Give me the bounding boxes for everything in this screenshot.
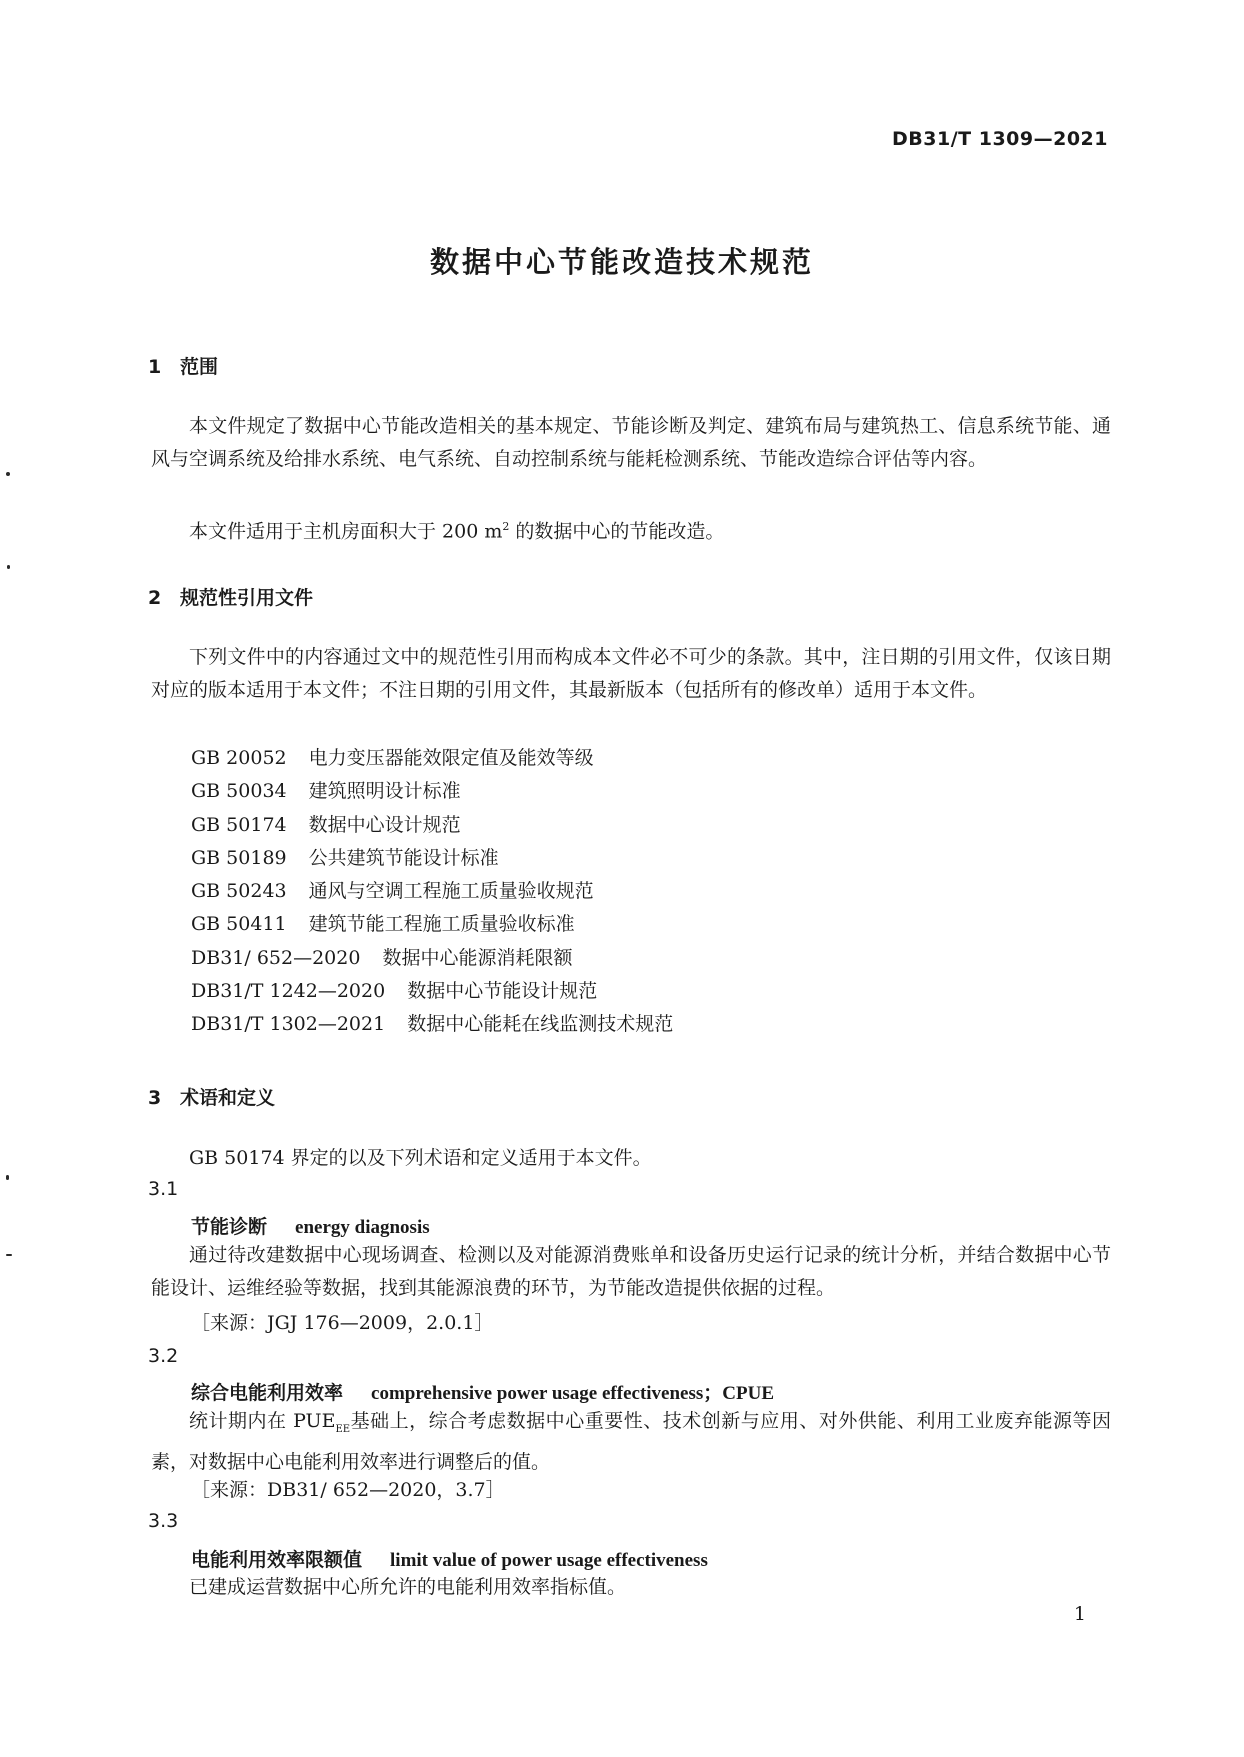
scan-artifact bbox=[6, 1254, 12, 1256]
reference-item bbox=[191, 775, 673, 808]
term-english: limit value of power usage effectiveness bbox=[390, 1550, 708, 1571]
reference-item bbox=[191, 809, 673, 842]
term-english: comprehensive power usage effectiveness；CPUE bbox=[371, 1383, 774, 1404]
reference-item bbox=[191, 942, 673, 975]
reference-title: 公共建筑节能设计标准 bbox=[308, 846, 499, 869]
term-source: ［来源：JGJ 176—2009，2.0.1］ bbox=[191, 1312, 494, 1334]
reference-title: 建筑节能工程施工质量验收标准 bbox=[308, 913, 575, 936]
clause-number: 3.3 bbox=[148, 1510, 179, 1532]
scan-artifact bbox=[6, 1175, 9, 1180]
scan-artifact bbox=[6, 472, 10, 476]
term-definition-suffix: 基础上，综合考虑数据中心重要性、技术创新与应用、对外供能、利用工业废弃能源等因素，对数据中心电能利用效率进行调整后的值。 bbox=[151, 1410, 1111, 1473]
reference-code: GB 50411 bbox=[191, 913, 287, 936]
term-definition: 已建成运营数据中心所允许的电能利用效率指标值。 bbox=[189, 1576, 627, 1598]
section-heading-references bbox=[148, 583, 313, 610]
scope-paragraph-1: 本文件规定了数据中心节能改造相关的基本规定、节能诊断及判定、建筑布局与建筑热工、信息系统节能、通风与空调系统及给排水系统、电气系统、自动控制系统与能耗检测系统、节能改造综合评估等内容。 bbox=[151, 415, 1111, 470]
reference-title: 数据中心设计规范 bbox=[308, 813, 461, 836]
reference-code: GB 50243 bbox=[191, 880, 287, 903]
term-definition: 通过待改建数据中心现场调查、检测以及对能源消费账单和设备历史运行记录的统计分析，并结合数据中心节能设计、运维经验等数据，找到其能源浪费的环节，为节能改造提供依据的过程。 bbox=[151, 1244, 1111, 1299]
subscript: EE bbox=[335, 1423, 351, 1435]
reference-item bbox=[191, 908, 673, 941]
reference-title: 通风与空调工程施工质量验收规范 bbox=[308, 880, 594, 903]
reference-code: DB31/T 1242—2020 bbox=[191, 980, 386, 1003]
term-chinese: 节能诊断 bbox=[191, 1216, 268, 1238]
reference-code: DB31/T 1302—2021 bbox=[191, 1013, 386, 1036]
reference-code: GB 50174 bbox=[191, 813, 287, 836]
reference-title: 数据中心节能设计规范 bbox=[407, 980, 598, 1003]
section-number: 2 bbox=[148, 587, 162, 609]
document-title: 数据中心节能改造技术规范 bbox=[429, 245, 814, 279]
clause-number: 3.1 bbox=[148, 1178, 179, 1200]
section-title: 规范性引用文件 bbox=[180, 587, 314, 609]
section-number: 1 bbox=[148, 356, 162, 378]
section-heading-scope bbox=[148, 352, 218, 379]
section-heading-terms bbox=[148, 1083, 275, 1110]
reference-list bbox=[191, 742, 673, 1042]
standard-code: DB31/T 1309—2021 bbox=[892, 128, 1108, 150]
term-entry-heading bbox=[191, 1545, 708, 1572]
reference-title: 数据中心能源消耗限额 bbox=[382, 946, 573, 969]
section-title: 范围 bbox=[180, 356, 219, 378]
term-source: ［来源：DB31/ 652—2020，3.7］ bbox=[191, 1479, 505, 1501]
term-entry-heading bbox=[191, 1378, 774, 1405]
reference-code: GB 50034 bbox=[191, 780, 287, 803]
reference-code: GB 20052 bbox=[191, 747, 287, 769]
term-chinese: 综合电能利用效率 bbox=[191, 1382, 344, 1404]
reference-title: 数据中心能耗在线监测技术规范 bbox=[407, 1013, 674, 1036]
scope-paragraph-2-text: 本文件适用于主机房面积大于 200 m bbox=[189, 520, 503, 543]
reference-item bbox=[191, 975, 673, 1008]
term-english: energy diagnosis bbox=[295, 1217, 430, 1238]
reference-title: 电力变压器能效限定值及能效等级 bbox=[308, 747, 594, 769]
references-intro: 下列文件中的内容通过文中的规范性引用而构成本文件必不可少的条款。其中，注日期的引用文件，仅该日期对应的版本适用于本文件；不注日期的引用文件，其最新版本（包括所有的修改单）适用于本文件。 bbox=[151, 646, 1111, 701]
clause-number: 3.2 bbox=[148, 1345, 179, 1367]
scope-paragraph-2 bbox=[151, 510, 1111, 548]
reference-item bbox=[191, 875, 673, 908]
term-definition bbox=[151, 1405, 1111, 1479]
section-number: 3 bbox=[148, 1087, 162, 1109]
term-entry-heading bbox=[191, 1212, 430, 1239]
page-number: 1 bbox=[1073, 1603, 1086, 1625]
reference-code: DB31/ 652—2020 bbox=[191, 946, 361, 969]
scan-artifact bbox=[7, 565, 10, 569]
scope-paragraph-2-suffix: 的数据中心的节能改造。 bbox=[509, 520, 725, 543]
reference-item bbox=[191, 742, 673, 775]
reference-item bbox=[191, 1008, 673, 1041]
superscript: 2 bbox=[502, 520, 510, 533]
reference-item bbox=[191, 842, 673, 875]
term-definition-prefix: 统计期内在 PUE bbox=[189, 1410, 336, 1432]
reference-code: GB 50189 bbox=[191, 846, 287, 869]
section-title: 术语和定义 bbox=[180, 1087, 276, 1109]
reference-title: 建筑照明设计标准 bbox=[308, 780, 461, 803]
term-chinese: 电能利用效率限额值 bbox=[191, 1549, 363, 1571]
terms-intro: GB 50174 界定的以及下列术语和定义适用于本文件。 bbox=[189, 1147, 652, 1169]
